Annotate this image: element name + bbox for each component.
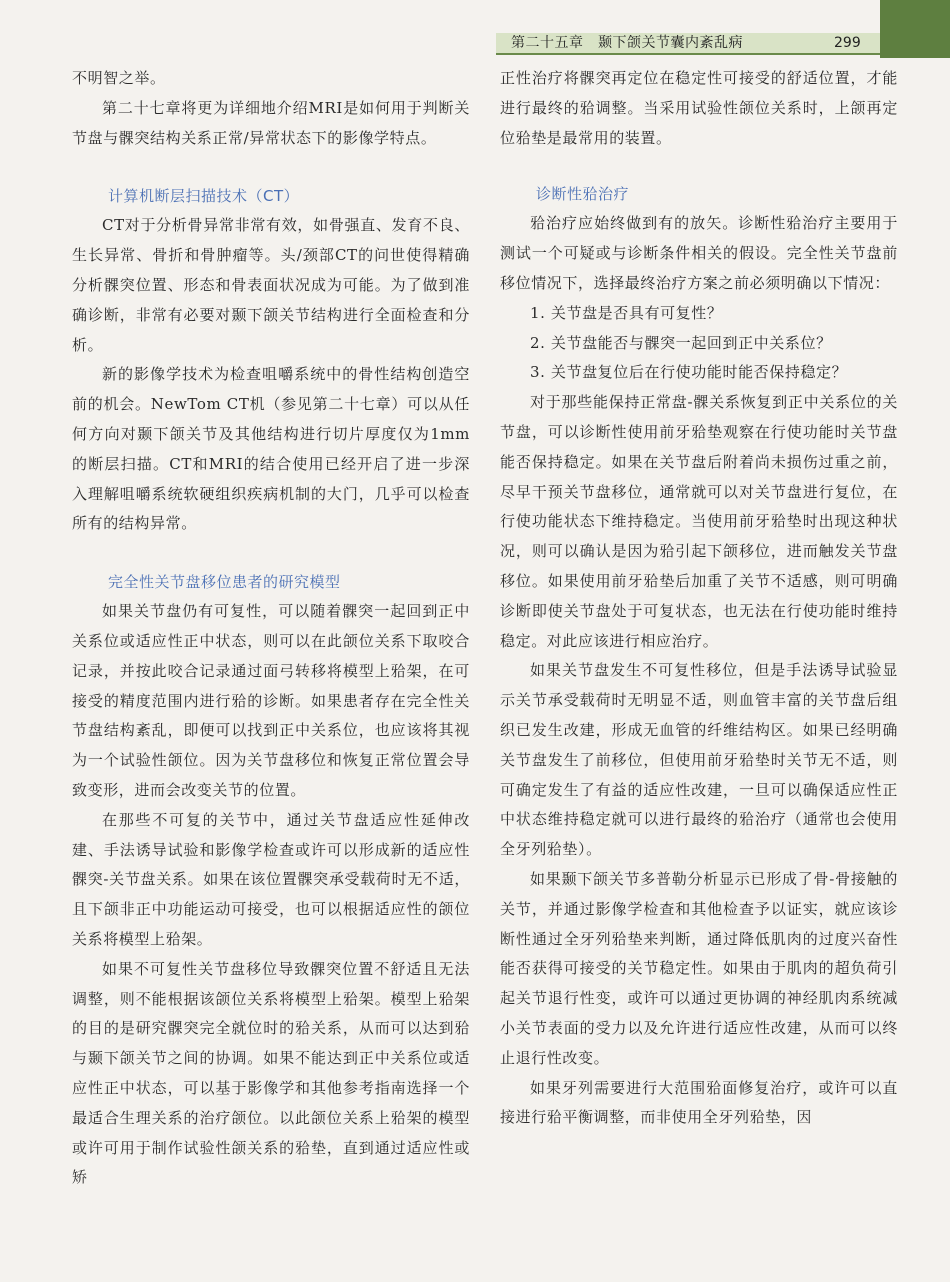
question-item: 3. 关节盘复位后在行使功能时能否保持稳定？	[530, 363, 848, 382]
paragraph: 如果颞下颌关节多普勒分析显示已形成了骨-骨接触的关节，并通过影像学检查和其他检查予以证实，就应该诊断性通过全牙列𬌗垫来判断，通过降低肌肉的过度兴奋性能否获得可接受的关节稳定性。如果由于肌肉的超负荷引起关节退行性变，或许可以通过更协调的神经肌肉系统减小关节表面的受力以及允许进行适应性改建，从而可以终止退行性改变。	[500, 869, 898, 1067]
paragraph: 如果不可复性关节盘移位导致髁突位置不舒适且无法调整，则不能根据该颌位关系将模型上𬌗架。模型上𬌗架的目的是研究髁突完全就位时的𬌗关系，从而可以达到𬌗与颞下颌关节之间的协调。如果不能达到正中关系位或适应性正中状态，可以基于影像学和其他参考指南选择一个最适合生理关系的治疗颌位。以此颌位关系上𬌗架的模型或许可用于制作试验性颌关系的𬌗垫，直到通过适应性或矫	[72, 959, 470, 1187]
section-heading-ct: 计算机断层扫描技术（CT）	[108, 187, 300, 206]
paragraph: 对于那些能保持正常盘-髁关系恢复到正中关系位的关节盘，可以诊断性使用前牙𬌗垫观察在行使功能时关节盘能否保持稳定。如果在关节盘后附着尚未损伤过重之前，尽早干预关节盘移位，通常就可以对关节盘进行复位，在行使功能状态下维持稳定。当使用前牙𬌗垫时出现这种状况，则可以确认是因为𬌗引起下颌移位，进而触发关节盘移位。如果使用前牙𬌗垫后加重了关节不适感，则可明确诊断即使关节盘处于可复状态，也无法在行使功能时维持稳定。对此应该进行相应治疗。	[500, 393, 898, 650]
paragraph: 正性治疗将髁突再定位在稳定性可接受的舒适位置，才能进行最终的𬌗调整。当采用试验性颌位关系时，上颌再定位𬌗垫是最常用的装置。	[500, 69, 898, 147]
paragraph: 不明智之举。	[72, 69, 166, 87]
chapter-tab-marker	[880, 0, 950, 58]
section-heading-study-model: 完全性关节盘移位患者的研究模型	[108, 573, 341, 592]
running-header-chapter: 第二十五章 颞下颌关节囊内紊乱病	[511, 35, 743, 51]
left-column	[72, 64, 470, 1193]
paragraph: 如果牙列需要进行大范围𬌗面修复治疗，或许可以直接进行𬌗平衡调整，而非使用全牙列𬌗垫，因	[500, 1078, 898, 1127]
paragraph: 𬌗治疗应始终做到有的放矢。诊断性𬌗治疗主要用于测试一个可疑或与诊断条件相关的假设。完全性关节盘前移位情况下，选择最终治疗方案之前必须明确以下情况：	[500, 214, 898, 292]
right-column	[500, 64, 898, 1133]
paragraph: 如果关节盘发生不可复性移位，但是手法诱导试验显示关节承受载荷时无明显不适，则血管丰富的关节盘后组织已发生改建，形成无血管的纤维结构区。如果已经明确关节盘发生了前移位，但使用前牙𬌗垫时关节无不适，则可确定发生了有益的适应性改建，一旦可以确保适应性正中状态维持稳定就可以进行最终的𬌗治疗（通常也会使用全牙列𬌗垫）。	[500, 661, 898, 859]
paragraph: 新的影像学技术为检查咀嚼系统中的骨性结构创造空前的机会。NewTom CT机（参见第二十七章）可以从任何方向对颞下颌关节及其他结构进行切片厚度仅为1mm的断层扫描。CT和MRI的结合使用已经开启了进一步深入理解咀嚼系统软硬组织疾病机制的大门，几乎可以检查所有的结构异常。	[72, 365, 470, 533]
paragraph: 第二十七章将更为详细地介绍MRI是如何用于判断关节盘与髁突结构关系正常/异常状态下的影像学特点。	[72, 98, 470, 147]
question-item: 1. 关节盘是否具有可复性？	[530, 303, 723, 322]
page-number: 299	[834, 35, 861, 51]
section-heading-diagnostic-splint: 诊断性𬌗治疗	[536, 185, 630, 204]
question-item: 2. 关节盘能否与髁突一起回到正中关系位？	[530, 333, 832, 352]
paragraph: 如果关节盘仍有可复性，可以随着髁突一起回到正中关系位或适应性正中状态，则可以在此颌位关系下取咬合记录，并按此咬合记录通过面弓转移将模型上𬌗架，在可接受的精度范围内进行𬌗的诊断。如果患者存在完全性关节盘结构紊乱，即便可以找到正中关系位，也应该将其视为一个试验性颌位。因为关节盘移位和恢复正常位置会导致变形，进而会改变关节的位置。	[72, 602, 470, 799]
paragraph: 在那些不可复的关节中，通过关节盘适应性延伸改建、手法诱导试验和影像学检查或许可以形成新的适应性髁突-关节盘关系。如果在该位置髁突承受载荷时无不适，且下颌非正中功能运动可接受，也可以根据适应性的颌位关系将模型上𬌗架。	[72, 810, 470, 948]
header-rule	[496, 53, 880, 55]
paragraph: CT对于分析骨异常非常有效，如骨强直、发育不良、生长异常、骨折和骨肿瘤等。头/颈部CT的问世使得精确分析髁突位置、形态和骨表面状况成为可能。为了做到准确诊断，非常有必要对颞下颌关节结构进行全面检查和分析。	[72, 216, 470, 354]
